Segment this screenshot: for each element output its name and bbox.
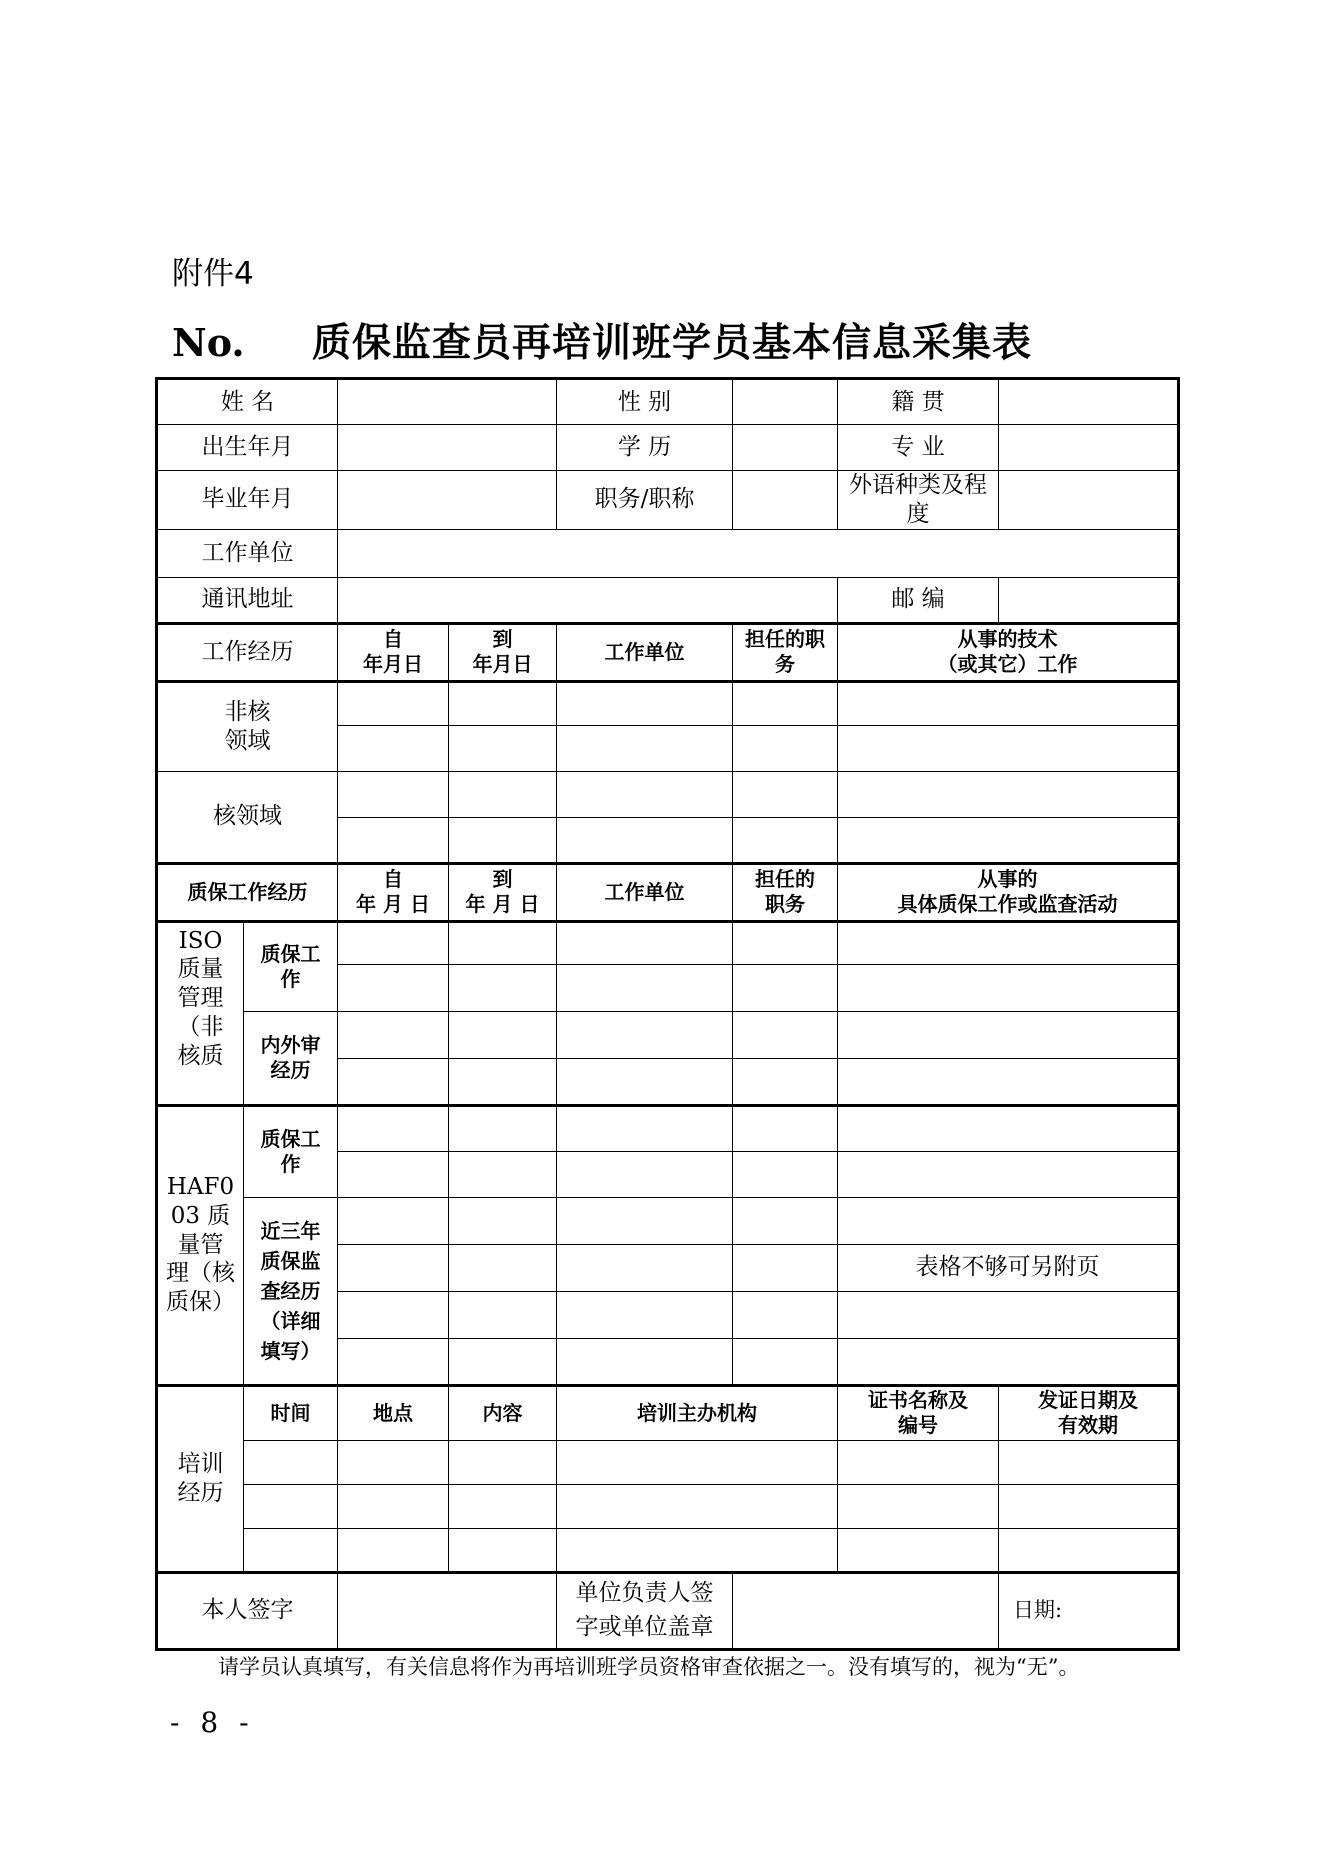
table-row bbox=[157, 1484, 1179, 1528]
cell[interactable] bbox=[449, 817, 557, 863]
cell[interactable] bbox=[449, 1151, 557, 1197]
unit-sign-label: 单位负责人签 字或单位盖章 bbox=[557, 1572, 733, 1649]
training-content-header: 内容 bbox=[449, 1385, 557, 1440]
cell[interactable] bbox=[338, 1484, 449, 1528]
iso-label: ISO 质量 管理 （非 核质 bbox=[157, 921, 244, 1105]
haf-label: HAF0 03 质 量管 理（核 质保） bbox=[157, 1105, 244, 1385]
table-row bbox=[157, 1011, 1179, 1058]
cell[interactable] bbox=[449, 1528, 557, 1572]
postcode-label: 邮 编 bbox=[838, 577, 999, 623]
recent-audit-label: 近三年 质保监 查经历 （详细 填写） bbox=[244, 1197, 338, 1385]
page-title bbox=[172, 312, 1032, 368]
cell[interactable] bbox=[838, 771, 1179, 817]
info-form-table bbox=[155, 377, 1180, 1651]
cell[interactable] bbox=[338, 1338, 449, 1385]
cell[interactable] bbox=[557, 921, 733, 964]
cell[interactable] bbox=[449, 1338, 557, 1385]
cell[interactable] bbox=[733, 964, 838, 1011]
qa-to-header: 到 年 月 日 bbox=[449, 863, 557, 921]
cell[interactable] bbox=[338, 725, 449, 771]
attach-note: 表格不够可另附页 bbox=[838, 1244, 1179, 1291]
no-label: No. bbox=[172, 320, 245, 365]
cell[interactable] bbox=[733, 1244, 838, 1291]
cell[interactable] bbox=[557, 1011, 733, 1058]
cell[interactable] bbox=[338, 1151, 449, 1197]
cell[interactable] bbox=[338, 1011, 449, 1058]
cell[interactable] bbox=[449, 725, 557, 771]
unit-sign-input[interactable] bbox=[733, 1572, 999, 1649]
cell[interactable] bbox=[557, 771, 733, 817]
cell[interactable] bbox=[838, 1291, 1179, 1338]
cell[interactable] bbox=[338, 771, 449, 817]
qa-position-header: 担任的 职务 bbox=[733, 863, 838, 921]
major-input[interactable] bbox=[999, 425, 1179, 471]
cell[interactable] bbox=[449, 1484, 557, 1528]
native-place-label: 籍 贯 bbox=[838, 379, 999, 425]
work-from-header: 自 年月日 bbox=[338, 623, 449, 681]
table-row bbox=[157, 921, 1179, 964]
table-row bbox=[157, 623, 1179, 681]
cell[interactable] bbox=[449, 921, 557, 964]
cell[interactable] bbox=[838, 1528, 999, 1572]
cell[interactable] bbox=[733, 1338, 838, 1385]
cell[interactable] bbox=[557, 1440, 838, 1484]
page-number: - 8 - bbox=[170, 1706, 255, 1739]
cell[interactable] bbox=[557, 1244, 733, 1291]
birth-input[interactable] bbox=[338, 425, 557, 471]
qa-from-header: 自 年 月 日 bbox=[338, 863, 449, 921]
graduation-input[interactable] bbox=[338, 471, 557, 530]
cell[interactable] bbox=[557, 725, 733, 771]
qa-history-label: 质保工作经历 bbox=[157, 863, 338, 921]
gender-input[interactable] bbox=[733, 379, 838, 425]
training-issue-header: 发证日期及 有效期 bbox=[999, 1385, 1179, 1440]
cell[interactable] bbox=[449, 1011, 557, 1058]
cell[interactable] bbox=[838, 1151, 1179, 1197]
cell[interactable] bbox=[733, 1197, 838, 1244]
table-row bbox=[157, 1197, 1179, 1244]
cell[interactable] bbox=[338, 1197, 449, 1244]
cell[interactable] bbox=[733, 1058, 838, 1105]
training-organizer-header: 培训主办机构 bbox=[557, 1385, 838, 1440]
cell[interactable] bbox=[838, 681, 1179, 725]
address-input[interactable] bbox=[338, 577, 838, 623]
training-label: 培训 经历 bbox=[157, 1385, 244, 1572]
education-input[interactable] bbox=[733, 425, 838, 471]
self-sign-input[interactable] bbox=[338, 1572, 557, 1649]
qa-employer-header: 工作单位 bbox=[557, 863, 733, 921]
table-row bbox=[157, 425, 1179, 471]
cell[interactable] bbox=[838, 964, 1179, 1011]
cell[interactable] bbox=[244, 1528, 338, 1572]
cell[interactable] bbox=[999, 1528, 1179, 1572]
attachment-label: 附件4 bbox=[172, 256, 254, 292]
cell[interactable] bbox=[338, 1244, 449, 1291]
table-row bbox=[157, 1440, 1179, 1484]
graduation-label: 毕业年月 bbox=[157, 471, 338, 530]
cell[interactable] bbox=[838, 1338, 1179, 1385]
cell[interactable] bbox=[338, 964, 449, 1011]
work-employer-header: 工作单位 bbox=[557, 623, 733, 681]
cell[interactable] bbox=[449, 964, 557, 1011]
cell[interactable] bbox=[999, 1440, 1179, 1484]
cell[interactable] bbox=[449, 1291, 557, 1338]
cell[interactable] bbox=[338, 1528, 449, 1572]
table-row bbox=[157, 1528, 1179, 1572]
cell[interactable] bbox=[838, 1011, 1179, 1058]
cell[interactable] bbox=[838, 725, 1179, 771]
table-row bbox=[157, 529, 1179, 577]
address-label: 通讯地址 bbox=[157, 577, 338, 623]
cell[interactable] bbox=[733, 725, 838, 771]
cell[interactable] bbox=[733, 1105, 838, 1151]
table-row bbox=[157, 471, 1179, 530]
cell[interactable] bbox=[733, 1291, 838, 1338]
cell[interactable] bbox=[449, 1058, 557, 1105]
work-position-header: 担任的职 务 bbox=[733, 623, 838, 681]
cell[interactable] bbox=[449, 681, 557, 725]
cell[interactable] bbox=[338, 1058, 449, 1105]
cell[interactable] bbox=[557, 1151, 733, 1197]
table-row bbox=[157, 379, 1179, 425]
table-row bbox=[157, 1385, 1179, 1440]
employer-input[interactable] bbox=[338, 529, 1179, 577]
native-place-input[interactable] bbox=[999, 379, 1179, 425]
cell[interactable] bbox=[838, 1105, 1179, 1151]
audit-label: 内外审 经历 bbox=[244, 1011, 338, 1105]
cell[interactable] bbox=[557, 1291, 733, 1338]
cell[interactable] bbox=[838, 817, 1179, 863]
cell[interactable] bbox=[838, 1058, 1179, 1105]
cell[interactable] bbox=[244, 1440, 338, 1484]
cell[interactable] bbox=[338, 1105, 449, 1151]
cell[interactable] bbox=[557, 964, 733, 1011]
work-engaged-header: 从事的技术 （或其它）工作 bbox=[838, 623, 1179, 681]
cell[interactable] bbox=[733, 681, 838, 725]
employer-label: 工作单位 bbox=[157, 529, 338, 577]
cell[interactable] bbox=[449, 1244, 557, 1291]
training-cert-header: 证书名称及 编号 bbox=[838, 1385, 999, 1440]
non-nuclear-label: 非核 领域 bbox=[157, 681, 338, 771]
table-row bbox=[157, 1572, 1179, 1649]
name-input[interactable] bbox=[338, 379, 557, 425]
cell[interactable] bbox=[838, 1440, 999, 1484]
cell[interactable] bbox=[557, 1338, 733, 1385]
table-row bbox=[157, 771, 1179, 817]
cell[interactable] bbox=[449, 1105, 557, 1151]
cell[interactable] bbox=[449, 1440, 557, 1484]
work-history-label: 工作经历 bbox=[157, 623, 338, 681]
cell[interactable] bbox=[557, 1105, 733, 1151]
self-sign-label: 本人签字 bbox=[157, 1572, 338, 1649]
cell[interactable] bbox=[557, 1484, 838, 1528]
title-label: 职务/职称 bbox=[557, 471, 733, 530]
foreign-language-label: 外语种类及程度 bbox=[838, 471, 999, 530]
cell[interactable] bbox=[557, 1528, 838, 1572]
name-label: 姓 名 bbox=[157, 379, 338, 425]
cell[interactable] bbox=[244, 1484, 338, 1528]
foreign-language-input[interactable] bbox=[999, 471, 1179, 530]
cell[interactable] bbox=[449, 1197, 557, 1244]
cell[interactable] bbox=[733, 1151, 838, 1197]
cell[interactable] bbox=[838, 1484, 999, 1528]
training-place-header: 地点 bbox=[338, 1385, 449, 1440]
qa-engaged-header: 从事的 具体质保工作或监查活动 bbox=[838, 863, 1179, 921]
cell[interactable] bbox=[557, 1058, 733, 1105]
cell[interactable] bbox=[838, 1197, 1179, 1244]
cell[interactable] bbox=[733, 771, 838, 817]
table-row bbox=[157, 863, 1179, 921]
major-label: 专 业 bbox=[838, 425, 999, 471]
footer-note: 请学员认真填写，有关信息将作为再培训班学员资格审查依据之一。没有填写的，视为“无”。 bbox=[218, 1655, 1080, 1679]
cell[interactable] bbox=[338, 1291, 449, 1338]
table-row bbox=[157, 1105, 1179, 1151]
cell[interactable] bbox=[733, 921, 838, 964]
table-row bbox=[157, 577, 1179, 623]
table-row bbox=[157, 681, 1179, 725]
cell[interactable] bbox=[733, 1011, 838, 1058]
cell[interactable] bbox=[338, 681, 449, 725]
cell[interactable] bbox=[557, 681, 733, 725]
cell[interactable] bbox=[338, 921, 449, 964]
title-input[interactable] bbox=[733, 471, 838, 530]
cell[interactable] bbox=[338, 817, 449, 863]
cell[interactable] bbox=[557, 1197, 733, 1244]
cell[interactable] bbox=[999, 1484, 1179, 1528]
cell[interactable] bbox=[449, 771, 557, 817]
education-label: 学 历 bbox=[557, 425, 733, 471]
cell[interactable] bbox=[557, 817, 733, 863]
training-time-header: 时间 bbox=[244, 1385, 338, 1440]
cell[interactable] bbox=[338, 1440, 449, 1484]
qa-work2-label: 质保工 作 bbox=[244, 1105, 338, 1197]
cell[interactable] bbox=[733, 817, 838, 863]
cell[interactable] bbox=[838, 921, 1179, 964]
nuclear-label: 核领域 bbox=[157, 771, 338, 863]
form-title: 质保监查员再培训班学员基本信息采集表 bbox=[312, 320, 1033, 366]
postcode-input[interactable] bbox=[999, 577, 1179, 623]
qa-work-label: 质保工 作 bbox=[244, 921, 338, 1011]
birth-label: 出生年月 bbox=[157, 425, 338, 471]
gender-label: 性 别 bbox=[557, 379, 733, 425]
date-label: 日期: bbox=[999, 1572, 1179, 1649]
work-to-header: 到 年月日 bbox=[449, 623, 557, 681]
